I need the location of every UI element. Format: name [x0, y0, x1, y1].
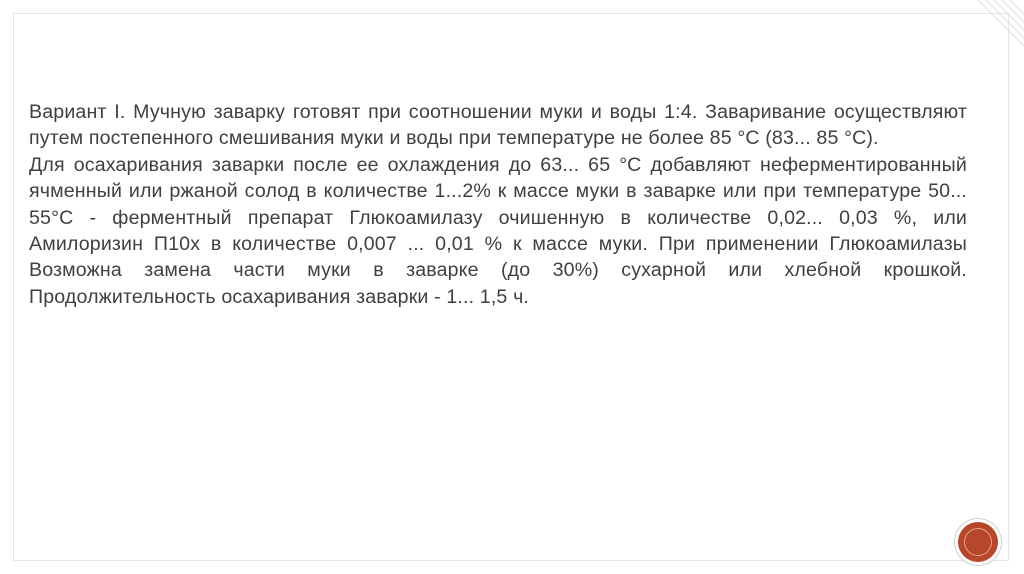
corner-stripes-decoration	[964, 0, 1024, 60]
next-slide-button[interactable]	[958, 522, 998, 562]
circle-button-icon	[964, 528, 992, 556]
paragraph-variant-one: Вариант I. Мучную заварку готовят при соотношении муки и воды 1:4. Заваривание осуществляют путем постепенного смешивания муки и воды при температуре не более 85 °С (83... 85 °С).	[29, 101, 967, 150]
slide-body-text	[29, 99, 967, 310]
paragraph-saccharification: Для осахаривания заварки после ее охлаждения до 63... 65 °С добавляют неферментированный ячменный или ржаной солод в количестве 1...2% к массе муки в заварке или при температуре 50... 55°С - ферментный препарат Глюкоамилазу очишенную в количестве 0,02... 0,03 %, или Амилоризин П10х в количестве 0,007 ... 0,01 % к массе муки. При применении Глюкоамилазы Возможна замена части муки в заварке (до 30%) сухарной или хлебной крошкой. Продолжительность осахаривания заварки - 1... 1,5 ч.	[29, 153, 967, 308]
